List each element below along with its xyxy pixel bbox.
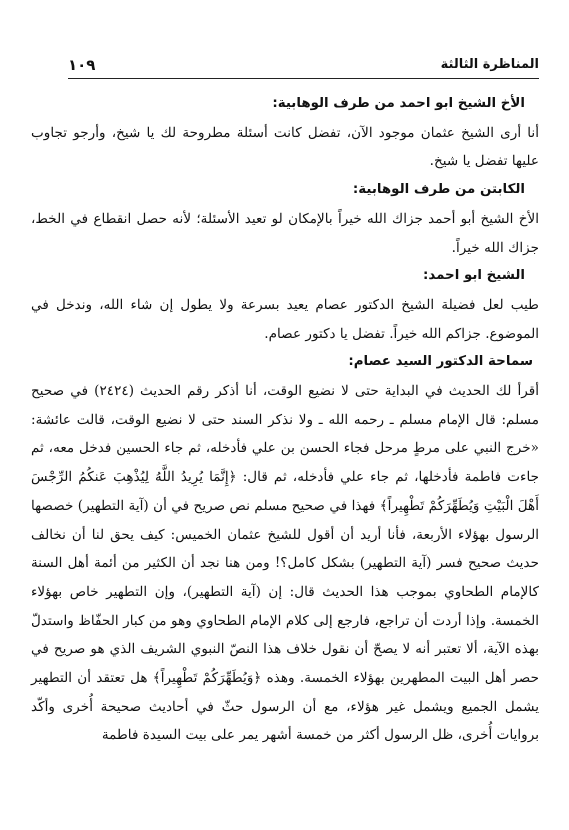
paragraph: الأخ الشيخ أبو أحمد جزاك الله خيراً بالإمكان لو تعيد الأسئلة؛ لأنه حصل انقطاع في الخط، جزاك الله خيراً.	[31, 210, 539, 256]
speaker-heading: الشيخ ابو احمد:	[422, 268, 525, 284]
page-header	[68, 56, 539, 79]
paragraph: أقرأ لك الحديث في البداية حتى لا نضيع الوقت، أنا أذكر رقم الحديث (٢٤٢٤) في صحيح مسلم: قال الإمام مسلم ـ رحمه الله ـ ولا نذكر السند حتى لا نضيع الوقت، قالت عائشة: «خرج النبي على مرطٍ مرحل فجاء الحسن بن علي فأدخله، ثم جاء الحسين فدخل معه، ثم جاءت فاطمة فأدخلها، ثم جاء علي فأدخله، ثم قال: ﴿إِنَّمَا يُرِيدُ اللَّهُ لِيُذْهِبَ عَنكُمُ الرِّجْسَ أَهْلَ الْبَيْتِ وَيُطَهِّرَكُمْ تَطْهِيراً﴾ فهذا في صحيح مسلم نص صريح في أن (آية التطهير) خصصها الرسول بهؤلاء الأربعة، فأنا أريد أن أقول للشيخ عثمان الخميس: كيف يحق لنا أن نخالف حديث صحيح فسر (آية التطهير) بشكل كامل؟! ومن هنا نجد أن الكثير من أئمة أهل السنة كالإمام الطحاوي بموجب هذا الحديث قال: إن (آية التطهير)، وإن التطهير خاص بهؤلاء الخمسة. وإذا أردت أن تراجع، فارجع إلى كلام الإمام الطحاوي وهو من كبار الحفّاظ واستدلّ بهذه الآية، ألا تعتبر أنه لا يصحّ أن نقول خلاف هذا النصّ النبوي الشريف الذي هو صريح في حصر أهل البيت المطهرين بهؤلاء الخمسة. وهذه ﴿وَيُطَهِّرَكُمْ تَطْهِيراً﴾ هل تعتقد أن التطهير يشمل الجميع ويشمل غير هؤلاء، مع أن الرسول حثّ في أحاديث صحيحة أُخرى وأكّد بروايات أُخرى، ظل الرسول أكثر من خمسة أشهر يمر على بيت السيدة فاطمة	[31, 383, 540, 744]
speaker-heading: سماحة الدكتور السيد عصام:	[348, 354, 533, 370]
page-number: ١٠٩	[68, 56, 96, 74]
paragraph: أنا أرى الشيخ عثمان موجود الآن، تفضل كانت أسئلة مطروحة لك يا شيخ، وأرجو تجاوب عليها تفضل يا شيخ.	[31, 124, 539, 170]
chapter-title: المناظرة الثالثة	[440, 57, 539, 72]
speaker-heading: الكابتن من طرف الوهابية:	[352, 182, 525, 198]
page-body	[31, 90, 539, 750]
paragraph: طيب لعل فضيلة الشيخ الدكتور عصام يعيد بسرعة ولا يطول إن شاء الله، وندخل في الموضوع. جزاكم الله خيراً. تفضل يا دكتور عصام.	[31, 296, 539, 342]
speaker-heading: الأخ الشيخ ابو احمد من طرف الوهابية:	[272, 96, 525, 111]
